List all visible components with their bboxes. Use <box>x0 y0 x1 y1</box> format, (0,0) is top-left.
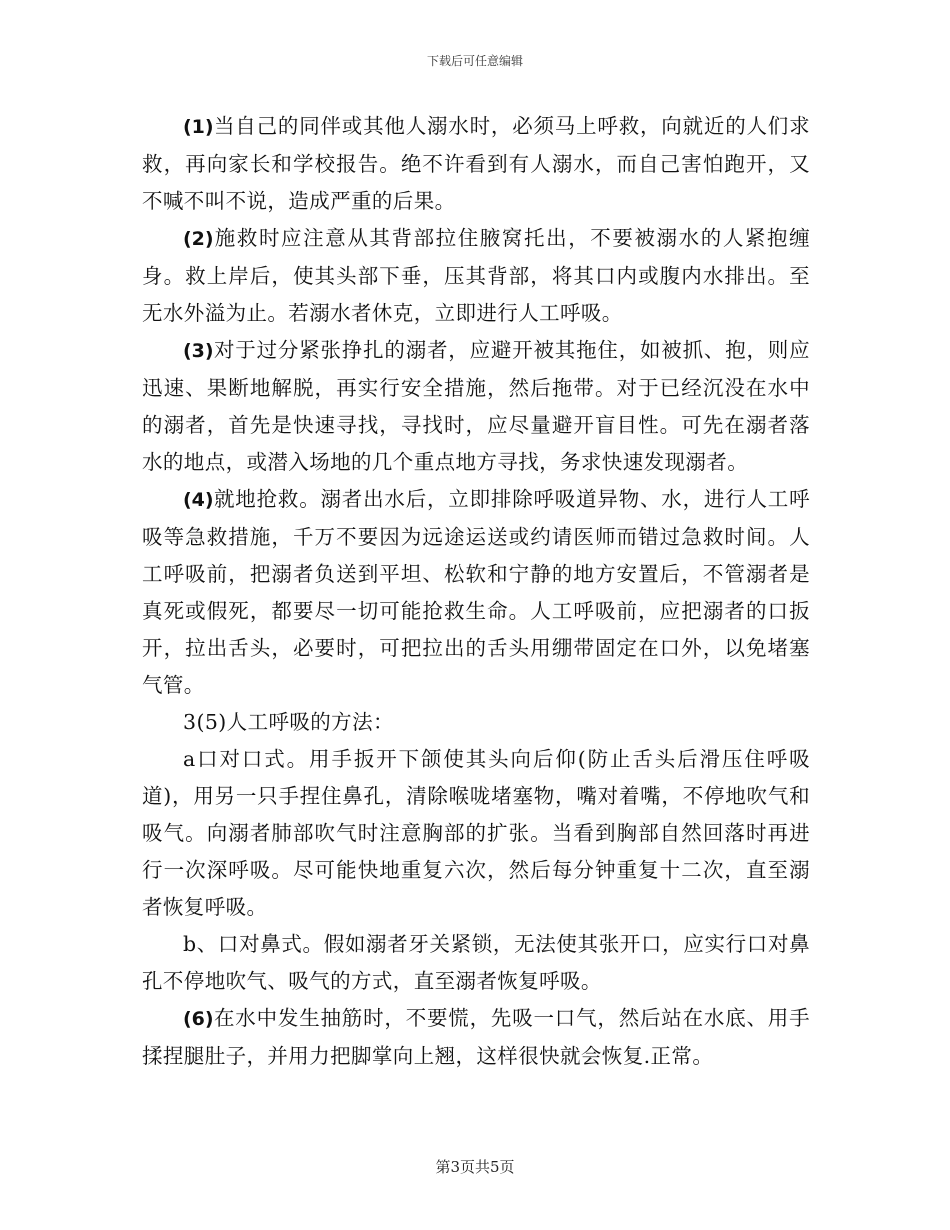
item-number: (3) <box>183 340 214 362</box>
paragraph-8 <box>142 1000 810 1075</box>
paragraph-text: 施救时应注意从其背部拉住腋窝托出，不要被溺水的人紧抱缠身。救上岸后，使其头部下垂，压其背部，将其口内或腹内水排出。至无水外溢为止。若溺水者休克，立即进行人工呼吸。 <box>142 226 810 325</box>
paragraph-text: b、口对鼻式。假如溺者牙关紧锁，无法使其张开口，应实行口对鼻孔不停地吹气、吸气的方式，直至溺者恢复呼吸。 <box>142 932 810 993</box>
paragraph-3 <box>142 332 810 481</box>
page-footer: 第3页共5页 <box>435 1158 515 1176</box>
paragraph-6 <box>142 741 810 926</box>
item-number: (6) <box>183 1008 214 1030</box>
item-number: (4) <box>183 489 214 511</box>
paragraph-1 <box>142 108 810 220</box>
document-body <box>142 108 810 1075</box>
paragraph-7 <box>142 926 810 1000</box>
item-number: (1) <box>183 116 214 138</box>
paragraph-5 <box>142 704 810 741</box>
paragraph-text: 在水中发生抽筋时，不要慌，先吸一口气，然后站在水底、用手揉捏腿肚子，并用力把脚掌向上翘，这样很快就会恢复.正常。 <box>142 1006 810 1068</box>
paragraph-text: a口对口式。用手扳开下颌使其头向后仰(防止舌头后滑压住呼吸道)，用另一只手捏住鼻孔，清除喉咙堵塞物，嘴对着嘴，不停地吹气和吸气。向溺者肺部吹气时注意胸部的扩张。当看到胸部自然回落时再进行一次深呼吸。尽可能快地重复六次，然后每分钟重复十二次，直至溺者恢复呼吸。 <box>142 747 810 919</box>
paragraph-text: 3(5)人工呼吸的方法： <box>183 710 394 734</box>
paragraph-text: 就地抢救。溺者出水后，立即排除呼吸道异物、水，进行人工呼吸等急救措施，千万不要因为远途运送或约请医师而错过急救时间。人工呼吸前，把溺者负送到平坦、松软和宁静的地方安置后，不管溺者是真死或假死，都要尽一切可能抢救生命。人工呼吸前，应把溺者的口扳开，拉出舌头，必要时，可把拉出的舌头用绷带固定在口外，以免堵塞气管。 <box>142 487 810 697</box>
paragraph-4 <box>142 481 810 704</box>
page-header: 下载后可任意编辑 <box>426 54 523 68</box>
paragraph-2 <box>142 220 810 332</box>
paragraph-text: 对于过分紧张挣扎的溺者，应避开被其拖住，如被抓、抱，则应迅速、果断地解脱，再实行安全措施，然后拖带。对于已经沉没在水中的溺者，首先是快速寻找，寻找时，应尽量避开盲目性。可先在溺者落水的地点，或潜入场地的几个重点地方寻找，务求快速发现溺者。 <box>142 338 810 474</box>
item-number: (2) <box>183 228 214 250</box>
paragraph-text: 当自己的同伴或其他人溺水时，必须马上呼救，向就近的人们求救，再向家长和学校报告。绝不许看到有人溺水，而自己害怕跑开，又不喊不叫不说，造成严重的后果。 <box>142 114 810 213</box>
